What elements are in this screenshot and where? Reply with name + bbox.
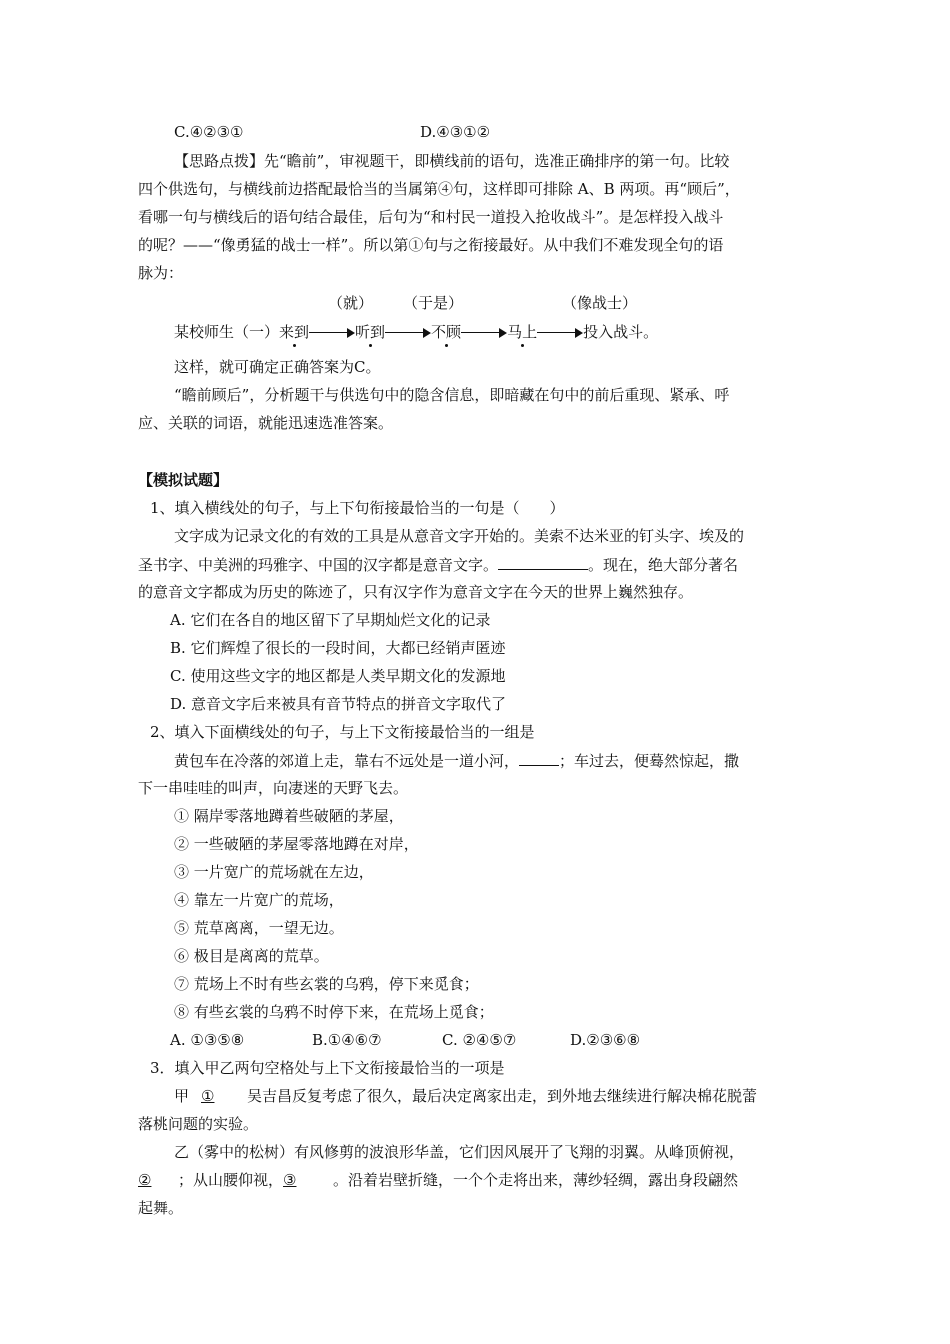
chain-word-5: 投入战斗。: [583, 323, 659, 341]
q2-item: ④ 靠左一片宽广的荒场，: [174, 891, 344, 909]
q1-option-b[interactable]: B. 它们辉煌了很长的一段时间，大都已经销声匿迹: [170, 639, 506, 657]
q1-passage-text: 圣书字、中美洲的玛雅字、中国的汉字都是意音文字。: [138, 556, 499, 574]
arrow-icon: [461, 328, 507, 338]
q3-yi-line-2: [138, 1169, 738, 1191]
summary-line-2: 应、关联的词语，就能迅速选准答案。: [138, 414, 394, 432]
annotation-yushi: （于是）: [403, 294, 464, 312]
option-d: D.④③①②: [420, 123, 491, 141]
reasoning-chain: [174, 321, 658, 343]
q2-passage-line-1: [174, 749, 739, 772]
q1-option-a[interactable]: A. 它们在各自的地区留下了早期灿烂文化的记录: [170, 611, 491, 629]
q3-jia-line-1: [174, 1085, 757, 1107]
hint-label: 【思路点拨】: [174, 152, 265, 170]
q1-passage-line-1: 文字成为记录文化的有效的工具是从意音文字开始的。美索不达米亚的钉头字、埃及的: [174, 527, 745, 545]
q3-stem: 3．填入甲乙两句空格处与上下文衔接最恰当的一项是: [150, 1059, 505, 1077]
q2-passage-line-2: 下一串哇哇的叫声，向凄迷的天野飞去。: [138, 779, 409, 797]
q2-passage-text: ；车过去，便蓦然惊起，撒: [559, 752, 740, 770]
option-c: C.④②③①: [174, 123, 244, 141]
q2-option-c[interactable]: C. ②④⑤⑦: [442, 1031, 517, 1049]
q2-item: ⑤ 荒草离离，一望无边。: [174, 919, 344, 937]
hint-line-3: 看哪一句与横线后的语句结合最佳，后句为“和村民一道投入抢收战斗”。是怎样投入战斗: [138, 208, 724, 226]
q3-yi-line-1: 乙（雾中的松树）有风修剪的波浪形华盖，它们因风展开了飞翔的羽翼。从峰顶俯视，: [174, 1143, 745, 1161]
arrow-icon: [309, 328, 355, 338]
q1-passage-line-2: [138, 553, 738, 576]
q1-option-d[interactable]: D. 意音文字后来被具有音节特点的拼音文字取代了: [170, 695, 507, 713]
q1-answer-blank[interactable]: [498, 553, 588, 570]
q3-yi-line-3: 起舞。: [138, 1199, 184, 1217]
chain-prefix: 某校师生（一）: [174, 323, 280, 341]
q3-yi-text: 。沿着岩壁折缝，一个个走将出来，薄纱轻绸，露出身段翩然: [333, 1171, 739, 1189]
q3-blank-1[interactable]: ①: [201, 1087, 215, 1105]
q3-yi-text: ；从山腰仰视，: [178, 1171, 284, 1189]
q3-jia-text: 吴吉昌反复考虑了很久，最后决定离家出走，到外地去继续进行解决棉花脱蕾: [247, 1087, 758, 1105]
q2-item: ⑥ 极目是离离的荒草。: [174, 947, 329, 965]
annotation-zhanshi: （像战士）: [562, 294, 638, 312]
q2-item: ③ 一片宽广的荒场就在左边，: [174, 863, 374, 881]
summary-line-1: “瞻前顾后”，分析题干与供选句中的隐含信息，即暗藏在句中的前后重现、紧承、呼: [174, 386, 730, 404]
q2-item: ② 一些破陋的茅屋零落地蹲在对岸，: [174, 835, 419, 853]
hint-line-2: 四个供选句，与横线前边搭配最恰当的当属第④句，这样即可排除 A、B 两项。再“顾后”，: [138, 180, 740, 198]
q2-answer-blank[interactable]: [519, 749, 559, 766]
q2-option-b[interactable]: B.①④⑥⑦: [312, 1031, 382, 1049]
chain-word-2: 听到: [355, 323, 386, 341]
hint-line-5: 脉为：: [138, 264, 184, 282]
conclusion: 这样，就可确定正确答案为C。: [174, 358, 381, 376]
q2-passage-text: 黄包车在冷落的郊道上走，靠右不远处是一道小河，: [174, 752, 520, 770]
q3-blank-2[interactable]: ②: [138, 1171, 152, 1189]
q3-blank-3[interactable]: ③: [283, 1171, 297, 1189]
section-title: 【模拟试题】: [138, 471, 229, 489]
chain-word-4: 马上: [507, 323, 538, 341]
q2-item: ⑧ 有些玄裳的乌鸦不时停下来，在荒场上觅食；: [174, 1003, 494, 1021]
q1-passage-text: 。现在，绝大部分著名: [588, 556, 739, 574]
q3-jia-line-2: 落桃问题的实验。: [138, 1115, 259, 1133]
annotation-jiu: （就）: [328, 294, 374, 312]
q1-option-c[interactable]: C. 使用这些文字的地区都是人类早期文化的发源地: [170, 667, 506, 685]
q1-stem: 1、填入横线处的句子，与上下句衔接最恰当的一句是（ ）: [150, 499, 565, 517]
arrow-icon: [537, 328, 583, 338]
hint-text: 先“瞻前”，审视题干，即横线前的语句，选准正确排序的第一句。比较: [264, 152, 730, 170]
q3-jia-prefix: 甲: [174, 1087, 190, 1105]
arrow-icon: [385, 328, 431, 338]
q1-passage-line-3: 的意音文字都成为历史的陈迹了，只有汉字作为意音文字在今天的世界上巍然独存。: [138, 583, 694, 601]
chain-word-1: 来到: [279, 323, 310, 341]
hint-line-4: 的呢？——“像勇猛的战士一样”。所以第①句与之衔接最好。从中我们不难发现全句的语: [138, 236, 724, 254]
hint-line-1: [174, 150, 729, 172]
q2-option-a[interactable]: A. ①③⑤⑧: [170, 1031, 245, 1049]
q2-item: ① 隔岸零落地蹲着些破陋的茅屋，: [174, 807, 404, 825]
q2-option-d[interactable]: D.②③⑥⑧: [570, 1031, 641, 1049]
q2-item: ⑦ 荒场上不时有些玄裳的乌鸦，停下来觅食；: [174, 975, 479, 993]
chain-word-3: 不顾: [431, 323, 462, 341]
q2-stem: 2、填入下面横线处的句子，与上下文衔接最恰当的一组是: [150, 723, 535, 741]
